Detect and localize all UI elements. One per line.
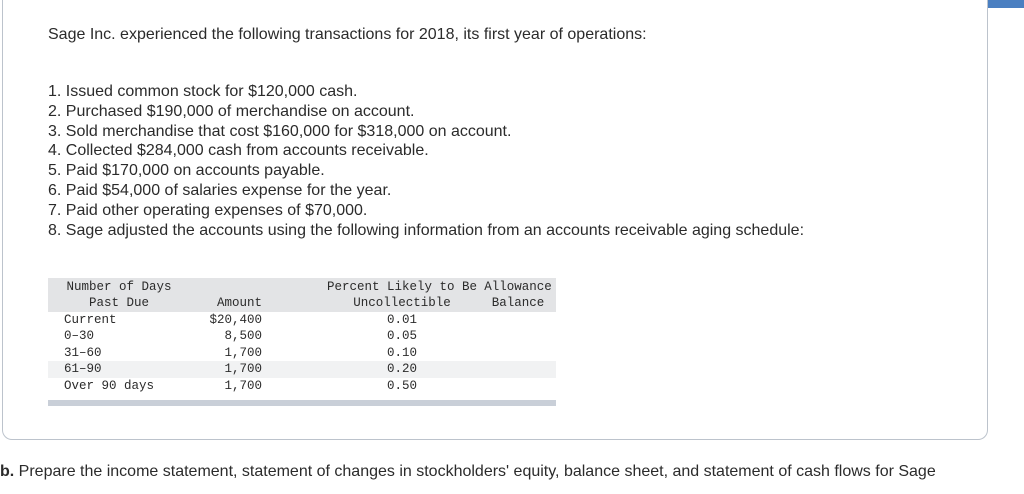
table-row — [48, 312, 556, 328]
cell-allowance — [480, 328, 556, 344]
cell-allowance — [480, 361, 556, 377]
question-b — [0, 462, 936, 482]
header-allowance-line1: Allowance — [480, 278, 556, 295]
cell-allowance — [480, 345, 556, 361]
cell-days: 31–60 — [64, 345, 102, 360]
table-bottom-rule — [48, 400, 556, 406]
header-days-line2: Past Due — [48, 295, 190, 312]
cell-amount: 1,700 — [224, 345, 262, 360]
transaction-item: 1. Issued common stock for $120,000 cash. — [48, 83, 358, 100]
cell-days: Over 90 days — [64, 378, 155, 393]
transaction-item: 4. Collected $284,000 cash from accounts receivable. — [48, 142, 429, 160]
aging-table — [48, 278, 556, 394]
cell-allowance — [480, 312, 556, 328]
transaction-item: 3. Sold merchandise that cost $160,000 for $318,000 on account. — [48, 122, 512, 140]
transaction-item: 7. Paid other operating expenses of $70,000. — [48, 201, 368, 219]
header-days-line1: Number of Days — [48, 278, 190, 295]
cell-percent: 0.50 — [386, 378, 417, 393]
header-allowance-line2: Balance — [480, 295, 556, 312]
cell-amount: $20,400 — [209, 313, 262, 327]
question-text: Prepare the income statement, statement of changes in stockholders' equity, balance sheet, and statement of cash flows for Sage — [18, 463, 936, 480]
transaction-item: 5. Paid $170,000 on accounts payable. — [48, 162, 325, 180]
transaction-item: 8. Sage adjusted the accounts using the following information from an accounts receivable aging schedule: — [48, 221, 805, 239]
table-row — [48, 345, 556, 361]
cell-amount: 8,500 — [224, 329, 262, 344]
cell-days: 0–30 — [64, 329, 95, 344]
transaction-item: 2. Purchased $190,000 of merchandise on account. — [48, 102, 415, 120]
aging-schedule — [48, 278, 556, 406]
header-percent-line2: Uncollectible — [324, 295, 480, 312]
cell-percent: 0.20 — [324, 361, 480, 377]
cell-percent: 0.10 — [386, 345, 417, 360]
question-label: b. — [0, 463, 15, 480]
cell-allowance — [480, 378, 556, 394]
transaction-item: 6. Paid $54,000 of salaries expense for the year. — [48, 181, 392, 199]
cell-days: Current — [64, 313, 117, 327]
table-row — [48, 328, 556, 344]
cell-amount: 1,700 — [224, 378, 262, 393]
cell-amount: 1,700 — [190, 361, 262, 377]
table-row — [48, 378, 556, 394]
table-row — [48, 361, 556, 377]
cell-days: 61–90 — [48, 361, 190, 377]
cell-percent: 0.01 — [386, 313, 417, 327]
header-amount: Amount — [190, 295, 262, 312]
header-percent-line1: Percent Likely to Be — [324, 278, 480, 295]
cell-percent: 0.05 — [386, 329, 417, 344]
transaction-list — [48, 82, 804, 240]
problem-intro: Sage Inc. experienced the following transactions for 2018, its first year of operations: — [48, 26, 647, 43]
